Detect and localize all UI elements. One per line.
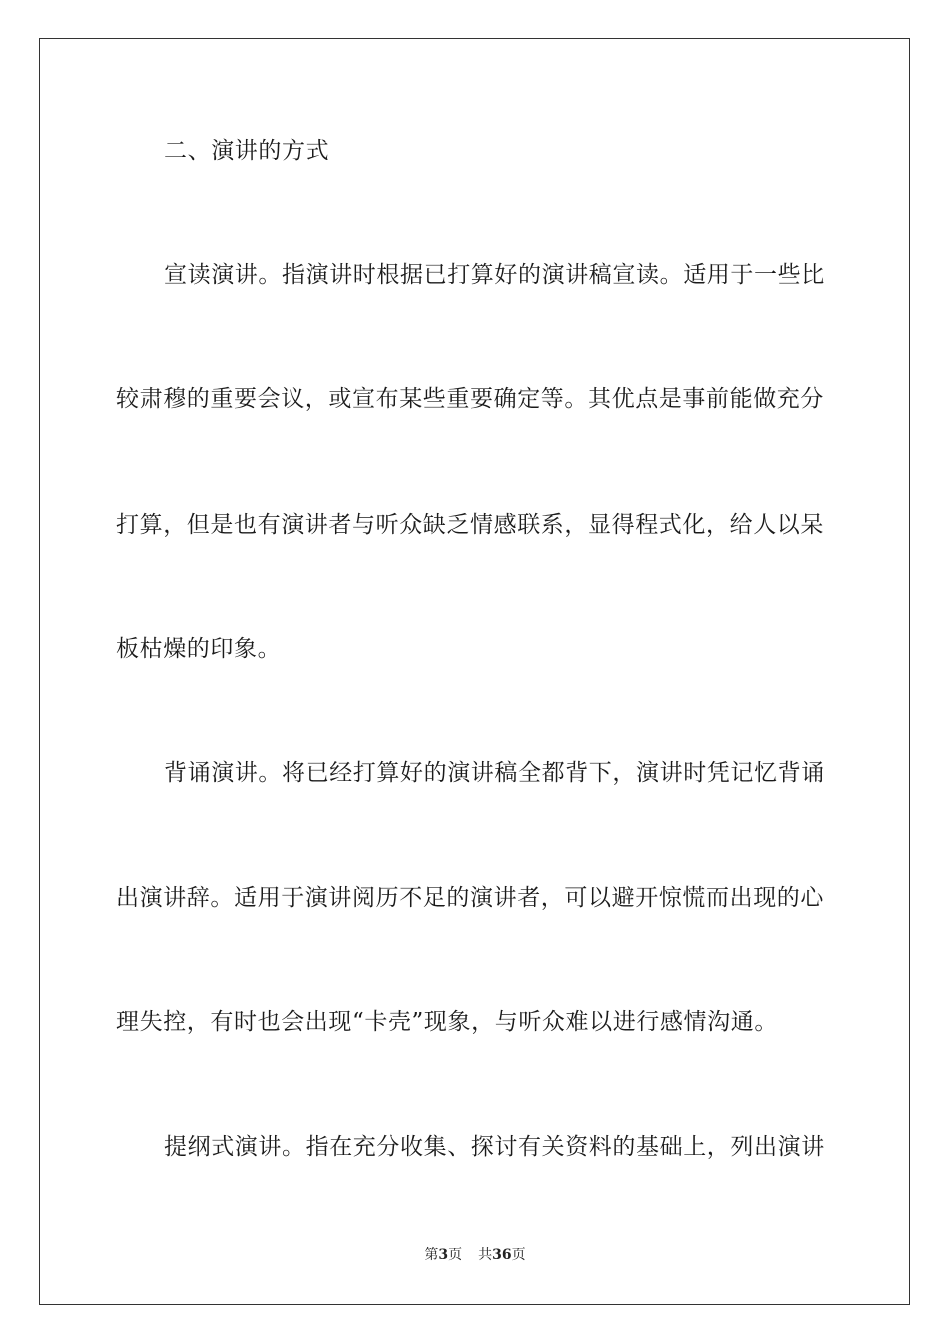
paragraph-line: 理失控，有时也会出现“卡壳”现象，与听众难以进行感情沟通。: [116, 1009, 778, 1035]
paragraph-line: 板枯燥的印象。: [116, 636, 282, 662]
page-footer: [0, 1246, 950, 1264]
paragraph-line: 宣读演讲。指演讲时根据已打算好的演讲稿宣读。适用于一些比: [164, 262, 825, 288]
paragraph-line: 打算，但是也有演讲者与听众缺乏情感联系，显得程式化，给人以呆: [116, 512, 824, 538]
page-prefix: 第: [424, 1247, 439, 1263]
total-suffix: 页: [511, 1247, 526, 1263]
page-number: 3: [438, 1247, 449, 1263]
section-heading: 二、演讲的方式: [164, 138, 330, 164]
total-prefix: 共: [478, 1247, 493, 1263]
total-pages: 36: [492, 1247, 512, 1263]
page-border: [39, 38, 910, 1305]
page-suffix: 页: [448, 1247, 463, 1263]
paragraph-line: 提纲式演讲。指在充分收集、探讨有关资料的基础上，列出演讲: [164, 1134, 825, 1160]
paragraph-line: 背诵演讲。将已经打算好的演讲稿全都背下，演讲时凭记忆背诵: [164, 760, 825, 786]
paragraph-line: 出演讲辞。适用于演讲阅历不足的演讲者，可以避开惊慌而出现的心: [116, 885, 824, 911]
paragraph-line: 较肃穆的重要会议，或宣布某些重要确定等。其优点是事前能做充分: [116, 386, 824, 412]
